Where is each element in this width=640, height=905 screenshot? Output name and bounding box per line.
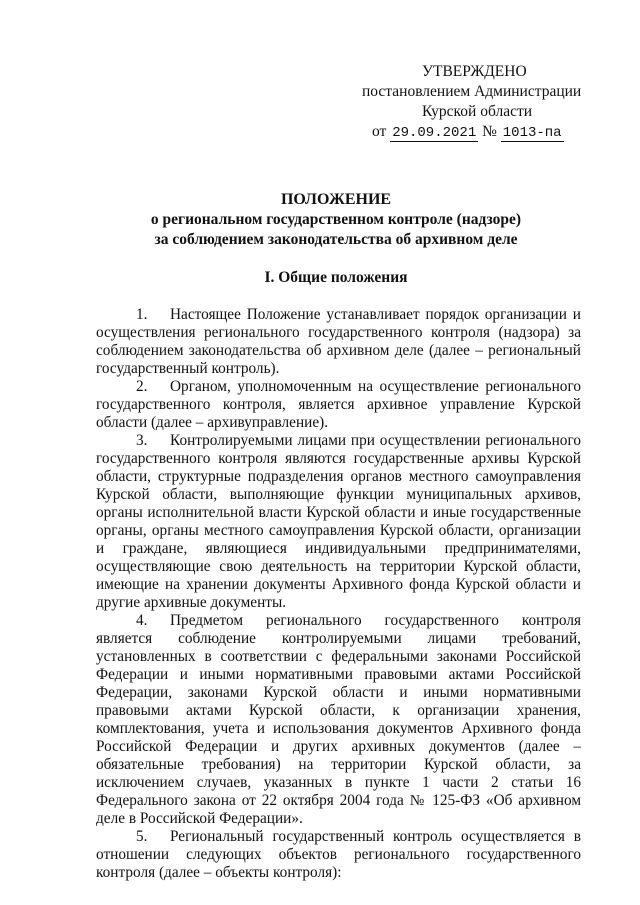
document-title — [96, 190, 576, 250]
title-line-3: за соблюдением законодательства об архивном деле — [154, 231, 518, 248]
paragraph-number: 1. — [136, 306, 148, 323]
paragraph-number: 5. — [136, 828, 148, 845]
paragraph-text: Органом, уполномоченным на осуществление регионального государственного контроля, является архивное управление Курской области (далее – архивуправление). — [96, 378, 581, 431]
paragraph-text: Настоящее Положение устанавливает порядок организации и осуществления регионального государственного контроля (надзора) за соблюдением законодательства об архивном деле (далее – региональный государственный контроль). — [96, 306, 581, 377]
paragraph — [96, 828, 581, 882]
paragraph-text: Контролируемыми лицами при осуществлении регионального государственного контроля являются государственные архивы Курской области, структурные подразделения органов местного самоуправления Курской области, выполняющие функции муниципальных архивов, органы исполнительной власти Курской области и иные государственные органы, органы местного самоуправления Курской области, организации и граждане, являющиеся индивидуальными предпринимателями, осуществляющие свою деятельность на территории Курской области, имеющие на хранении документы Архивного фонда Курской области и другие архивные документы. — [96, 432, 581, 611]
paragraph-number: 4. — [136, 612, 148, 629]
paragraph-number: 2. — [136, 378, 148, 395]
date-prefix: от — [372, 123, 387, 140]
approval-issuer: постановлением Администрации — [362, 83, 582, 100]
paragraph — [96, 432, 581, 612]
approval-date-number — [362, 122, 602, 143]
paragraph-number: 3. — [136, 432, 148, 449]
approval-title: УТВЕРЖДЕНО — [422, 63, 527, 80]
title-line-2: о региональном государственном контроле (надзоре) — [150, 211, 522, 228]
approval-region: Курской области — [422, 103, 533, 120]
paragraph-text: Предметом регионального государственного контроля является соблюдение контролируемыми лицами требований, установленных в соответствии с федеральными законами Российской Федерации и иными нормативными правовыми актами Российской Федерации, законами Курской области и иными нормативными правовыми актами Курской области, к организации хранения, комплектования, учета и использования документов Архивного фонда Российской Федерации и других архивных документов (далее – обязательные требования) на территории Курской области, за исключением случаев, указанных в пункте 1 части 2 статьи 16 Федерального закона от 22 октября 2004 года № 125-ФЗ «Об архивном деле в Российской Федерации». — [96, 612, 581, 827]
paragraph — [96, 612, 581, 828]
paragraph-text: Региональный государственный контроль осуществляется в отношении следующих объектов регионального государственного контроля (далее – объекты контроля): — [96, 828, 581, 881]
approval-number: 1013-па — [502, 125, 562, 141]
paragraph — [96, 378, 581, 432]
title-line-1: ПОЛОЖЕНИЕ — [280, 191, 392, 208]
approval-date: 29.09.2021 — [392, 125, 477, 141]
section-heading: I. Общие положения — [264, 269, 408, 286]
approval-block — [362, 62, 602, 143]
number-prefix: № — [482, 123, 497, 140]
document-body — [96, 306, 581, 882]
paragraph — [96, 306, 581, 378]
